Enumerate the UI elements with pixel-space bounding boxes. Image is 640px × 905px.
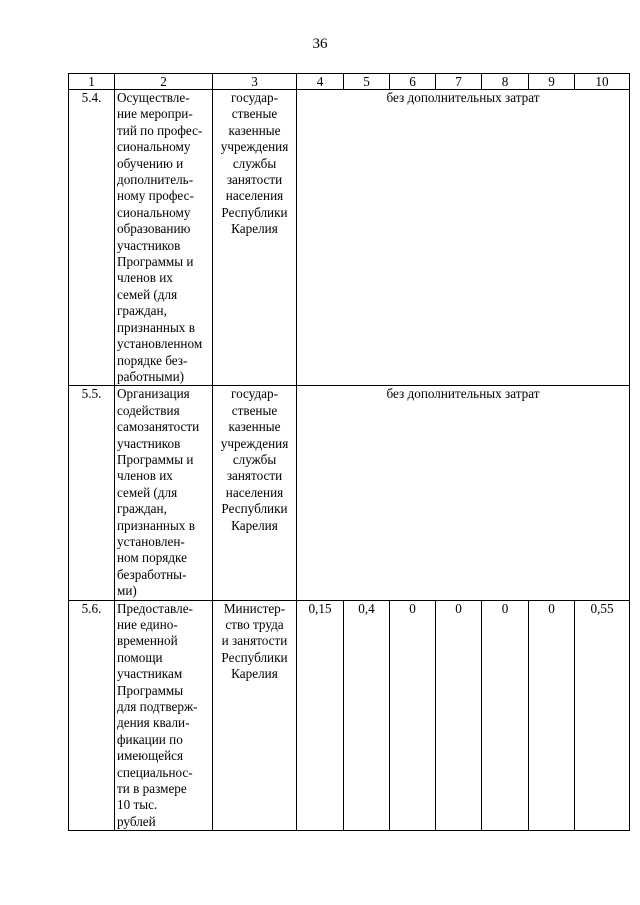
measure-name-line: признанных в (117, 517, 195, 533)
measure-name-line: дополнитель- (117, 172, 194, 188)
executor-line: населения (225, 188, 284, 204)
executor-line: Республики (221, 204, 288, 220)
executor-line: Республики (221, 649, 288, 665)
measure-name-line: временной (117, 633, 178, 649)
measure-name (115, 386, 213, 600)
measure-name-line: специальнос- (117, 764, 193, 780)
measure-name-line: семей (для (117, 484, 178, 500)
column-header: 7 (436, 74, 482, 90)
table-row (69, 600, 630, 831)
row-number: 5.4. (69, 90, 115, 386)
executor-line: учреждения (220, 435, 289, 451)
column-header: 10 (575, 74, 630, 90)
column-header: 6 (390, 74, 436, 90)
measure-name-line: членов их (117, 468, 173, 484)
table-cell-value: 0 (390, 600, 436, 831)
executor-line: ство труда (225, 617, 284, 632)
executor-line: населения (225, 484, 284, 500)
row-number: 5.6. (69, 600, 115, 831)
measure-name-line: содействия (117, 402, 180, 418)
column-header: 4 (297, 74, 344, 90)
table-cell-value: 0 (529, 600, 575, 831)
measure-name-line: 10 тыс. (117, 797, 158, 813)
column-header: 2 (115, 74, 213, 90)
program-table (68, 73, 630, 831)
measure-name-line: для подтверж- (117, 699, 198, 715)
table-cell-value: 0,15 (297, 600, 344, 831)
table-row (69, 90, 630, 386)
measure-name-line: членов их (117, 270, 173, 286)
measure-name-line: самозанятости (117, 419, 200, 435)
executor-line: государ- (231, 90, 278, 105)
executor-line: Республики (221, 501, 288, 517)
measure-name-line: признанных в (117, 319, 195, 335)
measure-name-line: фикации по (117, 731, 183, 747)
measure-name-line: рублей (117, 813, 156, 829)
column-header: 3 (213, 74, 297, 90)
measure-name-line: порядке без- (117, 352, 188, 368)
executor-line: казенные (228, 419, 281, 435)
header-row (69, 74, 630, 90)
table-cell-value: 0 (436, 600, 482, 831)
measure-name-line: безработны- (117, 566, 187, 582)
measure-name-line: Программы и (117, 254, 194, 270)
measure-name-line: работными) (117, 368, 185, 384)
column-header: 8 (482, 74, 529, 90)
table-row (69, 386, 630, 600)
measure-name-line: Осуществле- (117, 90, 190, 105)
measure-name-line: Организация (117, 386, 190, 402)
measure-name-line: ние едино- (117, 617, 178, 632)
measure-name-line: обучению и (117, 155, 184, 171)
executor-line: ственые (231, 402, 278, 418)
executor (213, 90, 297, 386)
measure-name (115, 90, 213, 386)
executor-line: занятости (226, 172, 283, 188)
measure-name-line: сиональному (117, 139, 191, 155)
measure-name-line: участников (117, 237, 181, 253)
measure-name-line: ному профес- (117, 188, 194, 204)
executor-line: Карелия (231, 666, 278, 682)
executor-line: учреждения (220, 139, 289, 155)
executor-line: службы (232, 451, 277, 467)
measure-name-line: сиональному (117, 204, 191, 220)
funding-note: без дополнительных затрат (297, 90, 630, 386)
row-number: 5.5. (69, 386, 115, 600)
measure-name-line: образованию (117, 221, 191, 237)
measure-name-line: ми) (117, 583, 137, 599)
measure-name-line: Предоставле- (117, 600, 193, 616)
measure-name-line: участников (117, 435, 181, 451)
executor (213, 600, 297, 831)
measure-name-line: ном порядке (117, 550, 187, 566)
measure-name-line: имеющейся (117, 748, 184, 764)
measure-name-line: помощи (117, 649, 163, 665)
table-cell-value: 0 (482, 600, 529, 831)
funding-note: без дополнительных затрат (297, 386, 630, 600)
measure-name-line: граждан, (117, 501, 167, 517)
page-number: 36 (312, 36, 328, 52)
table-cell-value: 0,55 (575, 600, 630, 831)
executor-line: службы (232, 155, 277, 171)
executor-line: казенные (228, 122, 281, 138)
measure-name-line: участникам (117, 666, 183, 682)
executor-line: ственые (231, 106, 278, 122)
executor-line: Карелия (231, 221, 278, 237)
executor-line: государ- (231, 386, 278, 402)
measure-name-line: ти в размере (117, 781, 187, 797)
measure-name (115, 600, 213, 831)
executor-line: и занятости (221, 633, 288, 649)
measure-name-line: установленном (117, 336, 203, 352)
column-header: 5 (344, 74, 390, 90)
executor-line: Карелия (231, 517, 278, 533)
measure-name-line: дения квали- (117, 715, 190, 731)
column-header: 9 (529, 74, 575, 90)
measure-name-line: Программы и (117, 451, 194, 467)
measure-name-line: тий по профес- (117, 122, 203, 138)
measure-name-line: установлен- (117, 533, 185, 549)
executor-line: Министер- (223, 600, 286, 616)
executor (213, 386, 297, 600)
column-header: 1 (69, 74, 115, 90)
measure-name-line: семей (для (117, 286, 178, 302)
executor-line: занятости (226, 468, 283, 484)
measure-name-line: Программы (117, 682, 184, 698)
measure-name-line: ние меропри- (117, 106, 193, 122)
measure-name-line: граждан, (117, 303, 167, 319)
table-cell-value: 0,4 (344, 600, 390, 831)
